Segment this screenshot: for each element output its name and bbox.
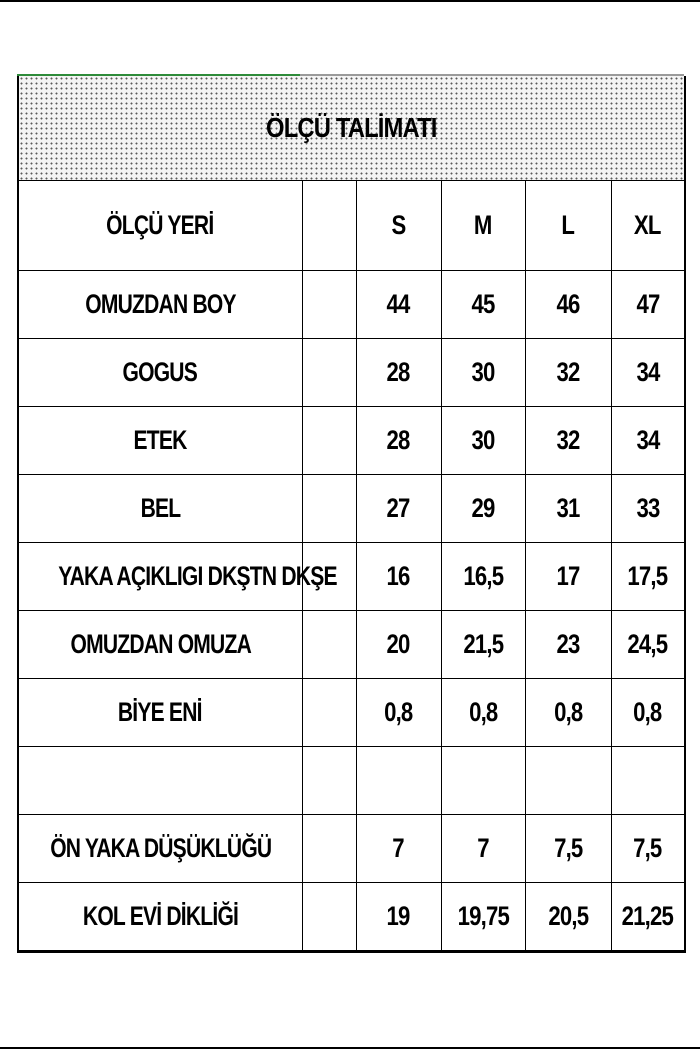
value-xl: 0,8	[633, 697, 662, 727]
size-l-header: L	[561, 210, 575, 240]
row-label: YAKA AÇIKLIGI DKŞTN DKŞE	[58, 561, 337, 591]
value-xl: 33	[636, 493, 660, 523]
table-row	[18, 407, 685, 475]
table-row	[18, 815, 685, 883]
value-cell	[356, 815, 441, 883]
value-xl: 21,25	[622, 901, 674, 931]
value-cell	[441, 883, 525, 952]
value-xl: 34	[636, 425, 660, 455]
value-cell	[441, 543, 525, 611]
value-l: 0,8	[553, 697, 583, 727]
row-label-cell	[18, 883, 302, 952]
value-l: 32	[556, 357, 580, 387]
value-l: 32	[556, 425, 580, 455]
row-label: OMUZDAN BOY	[84, 289, 236, 319]
spacer-cell	[302, 181, 356, 271]
row-label-cell	[18, 679, 302, 747]
value-xl: 34	[636, 357, 660, 387]
value-s: 28	[386, 425, 410, 455]
value-s: 20	[386, 629, 410, 659]
table-row	[18, 271, 685, 339]
row-label-cell	[18, 815, 302, 883]
value-cell	[441, 271, 525, 339]
value-cell	[356, 611, 441, 679]
value-l: 7,5	[553, 833, 583, 863]
value-cell	[611, 407, 685, 475]
value-cell	[525, 747, 611, 815]
value-l: 31	[556, 493, 580, 523]
spacer-cell	[302, 475, 356, 543]
spacer-cell	[302, 679, 356, 747]
value-xl: 17,5	[627, 561, 668, 591]
value-cell	[525, 475, 611, 543]
row-label: OMUZDAN OMUZA	[69, 629, 251, 659]
size-xl-header: XL	[634, 210, 662, 240]
size-chart-sheet	[17, 74, 684, 956]
spacer-cell	[302, 407, 356, 475]
table-row	[18, 679, 685, 747]
row-label: BEL	[140, 493, 181, 523]
value-cell	[441, 407, 525, 475]
title-row	[18, 76, 685, 181]
header-size-cell	[525, 181, 611, 271]
value-s: 19	[386, 901, 410, 931]
table-row	[18, 611, 685, 679]
value-s: 0,8	[384, 697, 413, 727]
value-l: 17	[556, 561, 580, 591]
spacer-cell	[302, 271, 356, 339]
row-label-cell	[18, 475, 302, 543]
value-cell	[525, 679, 611, 747]
size-m-header: M	[474, 210, 492, 240]
row-label-cell	[18, 407, 302, 475]
value-cell	[356, 543, 441, 611]
table-title: ÖLÇÜ TALİMATI	[266, 112, 437, 143]
value-cell	[441, 611, 525, 679]
value-cell	[611, 747, 685, 815]
value-cell	[611, 543, 685, 611]
table-row	[18, 883, 685, 952]
table-row	[18, 475, 685, 543]
table-row	[18, 339, 685, 407]
value-m: 16,5	[463, 561, 503, 591]
value-m: 45	[471, 289, 495, 319]
row-label-cell	[18, 611, 302, 679]
value-cell	[611, 611, 685, 679]
header-label: ÖLÇÜ YERİ	[106, 210, 214, 240]
value-cell	[611, 475, 685, 543]
row-label: BİYE ENİ	[118, 697, 203, 727]
value-cell	[356, 271, 441, 339]
value-cell	[356, 407, 441, 475]
row-label-cell	[18, 339, 302, 407]
size-chart-table	[17, 76, 686, 953]
spacer-cell	[302, 339, 356, 407]
value-l: 20,5	[548, 901, 588, 931]
value-xl: 24,5	[627, 629, 668, 659]
value-cell	[525, 815, 611, 883]
value-cell	[441, 747, 525, 815]
value-xl: 7,5	[633, 833, 662, 863]
value-cell	[356, 883, 441, 952]
spacer-cell	[302, 883, 356, 952]
value-cell	[611, 679, 685, 747]
value-cell	[611, 339, 685, 407]
value-cell	[525, 271, 611, 339]
row-label-cell	[18, 271, 302, 339]
spacer-cell	[302, 747, 356, 815]
header-size-cell	[356, 181, 441, 271]
value-cell	[356, 747, 441, 815]
value-m: 0,8	[468, 697, 498, 727]
size-s-header: S	[391, 210, 406, 240]
empty-row	[18, 747, 685, 815]
row-label-cell	[18, 747, 302, 815]
value-m: 30	[471, 425, 495, 455]
value-cell	[525, 543, 611, 611]
value-m: 7	[477, 833, 489, 863]
row-label: ETEK	[133, 425, 187, 455]
value-cell	[611, 271, 685, 339]
header-size-cell	[611, 181, 685, 271]
value-s: 16	[386, 561, 410, 591]
page-bottom-rule	[0, 1047, 700, 1049]
value-cell	[441, 815, 525, 883]
value-m: 29	[471, 493, 495, 523]
value-cell	[525, 407, 611, 475]
header-size-cell	[441, 181, 525, 271]
value-l: 46	[556, 289, 580, 319]
value-cell	[356, 475, 441, 543]
value-cell	[611, 815, 685, 883]
value-l: 23	[556, 629, 580, 659]
value-m: 30	[471, 357, 495, 387]
row-label: GOGUS	[122, 357, 198, 387]
value-s: 28	[386, 357, 410, 387]
value-s: 27	[386, 493, 410, 523]
header-label-cell	[18, 181, 302, 271]
table-row	[18, 543, 685, 611]
spacer-cell	[302, 815, 356, 883]
row-label-cell	[18, 543, 337, 611]
value-xl: 47	[636, 289, 660, 319]
row-label: ÖN YAKA DÜŞÜKLÜĞÜ	[50, 833, 272, 863]
value-s: 7	[392, 833, 405, 863]
value-cell	[356, 679, 441, 747]
value-cell	[356, 339, 441, 407]
header-row	[18, 181, 685, 271]
value-cell	[441, 679, 525, 747]
value-cell	[611, 883, 685, 952]
value-m: 19,75	[457, 901, 509, 931]
value-s: 44	[386, 289, 410, 319]
value-cell	[525, 339, 611, 407]
value-m: 21,5	[463, 629, 503, 659]
title-cell	[18, 76, 685, 181]
value-cell	[441, 339, 525, 407]
spacer-cell	[302, 611, 356, 679]
page-top-rule	[0, 0, 700, 2]
value-cell	[525, 883, 611, 952]
value-cell	[441, 475, 525, 543]
value-cell	[525, 611, 611, 679]
row-label: KOL EVİ DİKLİĞİ	[82, 901, 238, 931]
